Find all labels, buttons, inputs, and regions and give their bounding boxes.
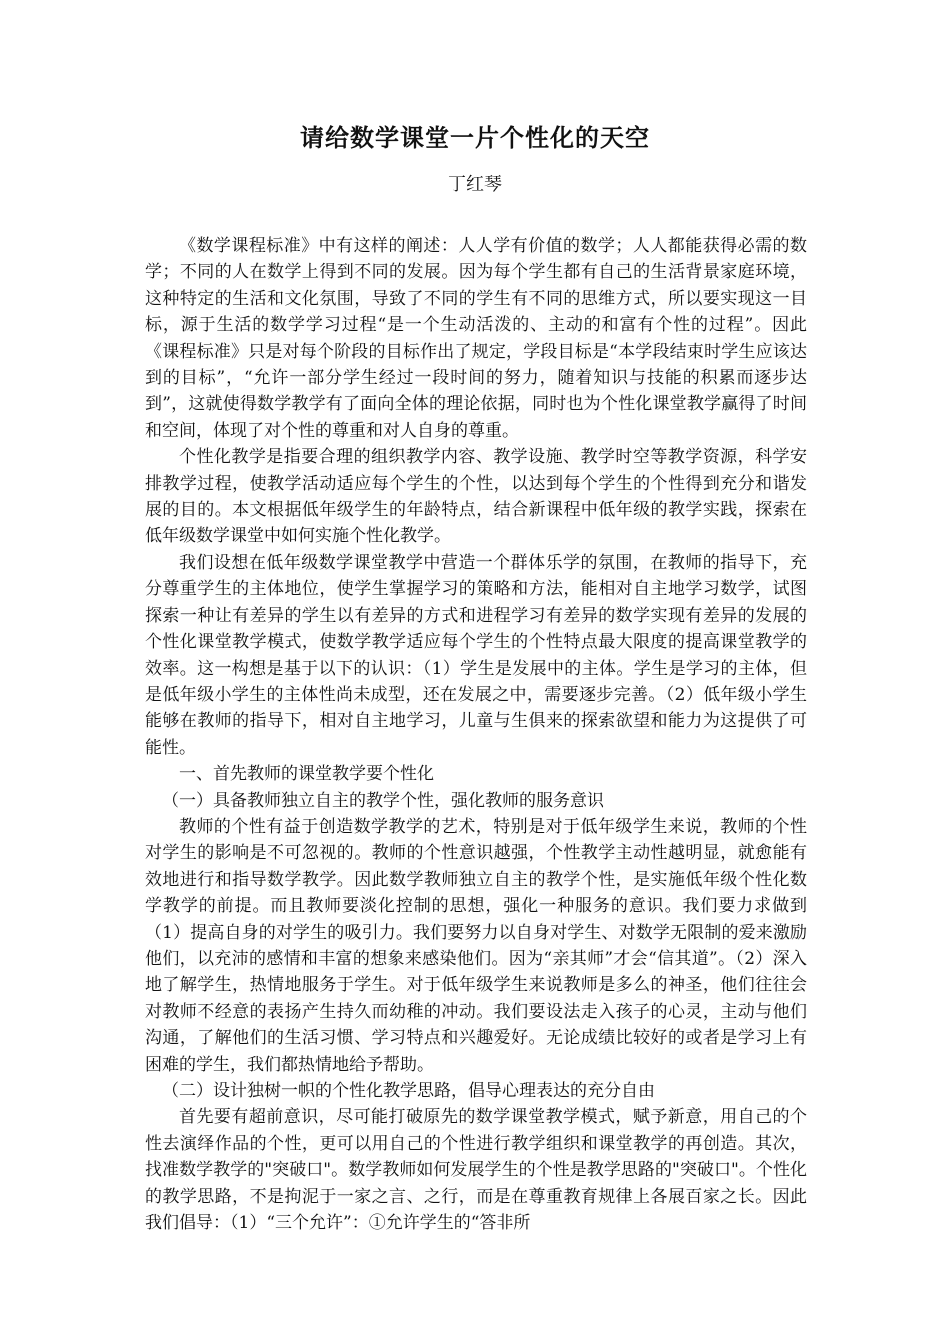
document-author: 丁红琴 <box>448 174 502 195</box>
paragraph-1: 《数学课程标准》中有这样的阐述：人人学有价值的数学；人人都能获得必需的数学；不同的人在数学上得到不同的发展。因为每个学生都有自己的生活背景家庭环境，这种特定的生活和文化氛围，导致了不同的学生有不同的思维方式，所以要实现这一目标，源于生活的数学学习过程“是一个生动活泼的、主动的和富有个性的过程”。因此《课程标准》只是对每个阶段的目标作出了规定，学段目标是“本学段结束时学生应该达到的目标”，“允许一部分学生经过一段时间的努力，随着知识与技能的积累而逐步达到”，这就使得数学教学有了面向全体的理论依据，同时也为个性化课堂教学赢得了时间和空间，体现了对个性的尊重和对人自身的尊重。 <box>145 236 807 441</box>
paragraph-4: 教师的个性有益于创造数学教学的艺术，特别是对于低年级学生来说，教师的个性对学生的影响是不可忽视的。教师的个性意识越强，个性教学主动性越明显，就愈能有效地进行和指导数学教学。因此数学教师独立自主的教学个性，是实施低年级个性化数学教学的前提。而且教师要淡化控制的思想，强化一种服务的意识。我们要力求做到（1）提高自身的对学生的吸引力。我们要努力以自身对学生、对数学无限制的爱来激励他们，以充沛的感情和丰富的想象来感染他们。因为“亲其师”才会“信其道”。（2）深入地了解学生，热情地服务于学生。对于低年级学生来说教师是多么的神圣，他们往往会对教师不经意的表扬产生持久而幼稚的冲动。我们要设法走入孩子的心灵，主动与他们沟通，了解他们的生活习惯、学习特点和兴趣爱好。无论成绩比较好的或者是学习上有困难的学生，我们都热情地给予帮助。 <box>145 816 807 1075</box>
paragraph-5: 首先要有超前意识，尽可能打破原先的数学课堂教学模式，赋予新意，用自己的个性去演绎作品的个性，更可以用自己的个性进行教学组织和课堂教学的再创造。其次，找准数学教学的"突破口"。数学教师如何发展学生的个性是教学思路的"突破口"。个性化的教学思路，不是拘泥于一家之言、之行，而是在尊重教育规律上各展百家之长。因此我们倡导：（1）“三个允许”：①允许学生的“答非所 <box>145 1107 807 1234</box>
paragraph-3: 我们设想在低年级数学课堂教学中营造一个群体乐学的氛围，在教师的指导下，充分尊重学生的主体地位，使学生掌握学习的策略和方法，能相对自主地学习数学，试图探索一种让有差异的学生以有差异的方式和进程学习有差异的数学实现有差异的发展的个性化课堂教学模式，使数学教学适应每个学生的个性特点最大限度的提高课堂教学的效率。这一构想是基于以下的认识：（1）学生是发展中的主体。学生是学习的主体，但是低年级小学生的主体性尚未成型，还在发展之中，需要逐步完善。（2）低年级小学生能够在教师的指导下，相对自主地学习，儿童与生俱来的探索欲望和能力为这提供了可能性。 <box>145 552 807 758</box>
paragraph-2: 个性化教学是指要合理的组织教学内容、教学设施、教学时空等教学资源，科学安排教学过程，使教学活动适应每个学生的个性，以达到每个学生的个性得到充分和谐发展的目的。本文根据低年级学生的年龄特点，结合新课程中低年级的教学实践，探索在低年级数学课堂中如何实施个性化教学。 <box>145 447 807 547</box>
subsection-heading-2: （二）设计独树一帜的个性化教学思路，倡导心理表达的充分自由 <box>162 1081 655 1101</box>
document-title: 请给数学课堂一片个性化的天空 <box>300 123 650 152</box>
section-heading-1: 一、首先教师的课堂教学要个性化 <box>179 764 434 785</box>
document-body <box>145 233 807 1236</box>
subsection-heading-1: （一）具备教师独立自主的教学个性，强化教师的服务意识 <box>162 790 604 811</box>
